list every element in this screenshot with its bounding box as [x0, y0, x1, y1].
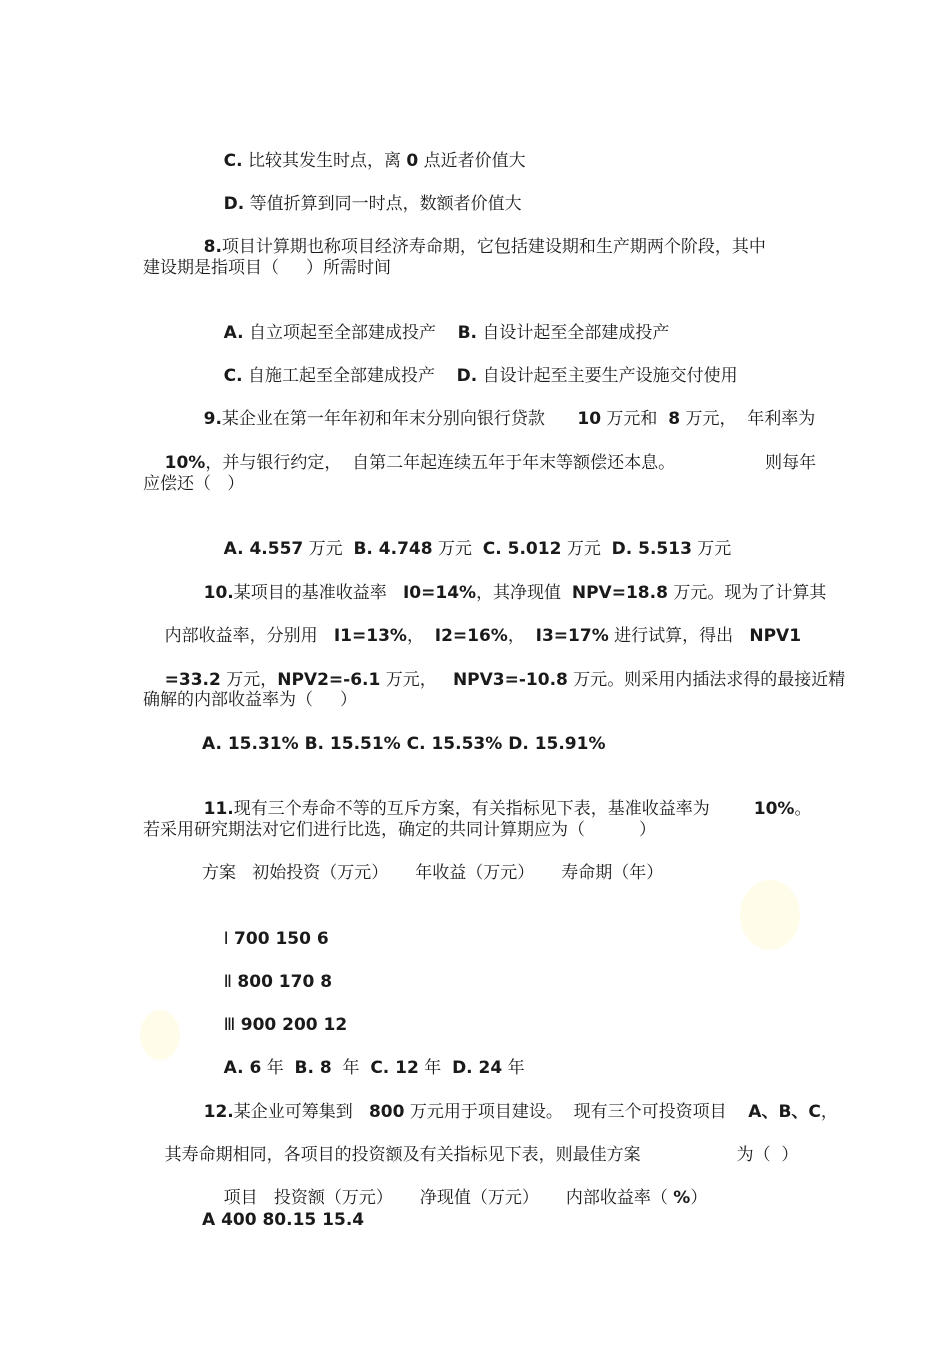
- option-line: C. 比较其发生时点，离 0 点近者价值大: [223, 151, 526, 171]
- question-11-text: 11.现有三个寿命不等的互斥方案，有关指标见下表，基准收益率为 10%。: [203, 799, 812, 819]
- question-12-text: 12.某企业可筹集到 800 万元用于项目建设。 现有三个可投资项目 A、B、C，: [203, 1102, 838, 1122]
- question-11-table-row: Ⅱ 800 170 8: [223, 972, 333, 992]
- question-10-text-cont: 确解的内部收益率为（ ）: [143, 690, 358, 710]
- question-9-options: A. 4.557 万元 B. 4.748 万元 C. 5.012 万元 D. 5.513 万元: [223, 539, 732, 559]
- question-8-text: 8.项目计算期也称项目经济寿命期，它包括建设期和生产期两个阶段，其中: [203, 237, 766, 257]
- question-10-text: 10.某项目的基准收益率 I0=14%，其净现值 NPV=18.8 万元。现为了计算其: [203, 583, 827, 603]
- question-11-table-row: Ⅰ 700 150 6: [223, 929, 329, 949]
- question-11-table-row: Ⅲ 900 200 12: [223, 1015, 348, 1035]
- question-12-text-cont: 其寿命期相同，各项目的投资额及有关指标见下表，则最佳方案 为（ ）: [164, 1145, 799, 1165]
- question-12-table-header: 项目 投资额（万元） 净现值（万元） 内部收益率（ %）: [223, 1188, 708, 1208]
- question-11-text-cont: 若采用研究期法对它们进行比选，确定的共同计算期应为（ ）: [143, 820, 657, 840]
- paper-stain: [140, 1010, 180, 1060]
- question-10-options: A. 15.31% B. 15.51% C. 15.53% D. 15.91%: [202, 734, 606, 754]
- question-11-options: A. 6 年 B. 8 年 C. 12 年 D. 24 年: [223, 1058, 525, 1078]
- question-8-options: A. 自立项起至全部建成投产 B. 自设计起至全部建成投产: [223, 323, 670, 343]
- question-8-options: C. 自施工起至全部建成投产 D. 自设计起至主要生产设施交付使用: [223, 366, 738, 386]
- question-9-text-cont: 10%，并与银行约定， 自第二年起连续五年于年末等额偿还本息。 则每年: [164, 453, 817, 473]
- question-12-table-row: A 400 80.15 15.4: [202, 1210, 365, 1230]
- option-line: D. 等值折算到同一时点，数额者价值大: [223, 194, 522, 214]
- question-8-text-cont: 建设期是指项目（ ）所需时间: [143, 258, 392, 278]
- paper-stain: [740, 880, 800, 950]
- question-9-text-cont: 应偿还（ ）: [143, 474, 245, 494]
- question-10-text-cont: 内部收益率，分别用 I1=13%， I2=16%， I3=17% 进行试算，得出 NPV1: [164, 626, 802, 646]
- question-11-table-header: 方案 初始投资（万元） 年收益（万元） 寿命期（年）: [202, 863, 664, 883]
- question-10-text-cont: =33.2 万元，NPV2=-6.1 万元， NPV3=-10.8 万元。则采用内插法求得的最接近精: [164, 670, 846, 690]
- question-9-text: 9.某企业在第一年年初和年末分别向银行贷款 10 万元和 8 万元， 年利率为: [203, 409, 816, 429]
